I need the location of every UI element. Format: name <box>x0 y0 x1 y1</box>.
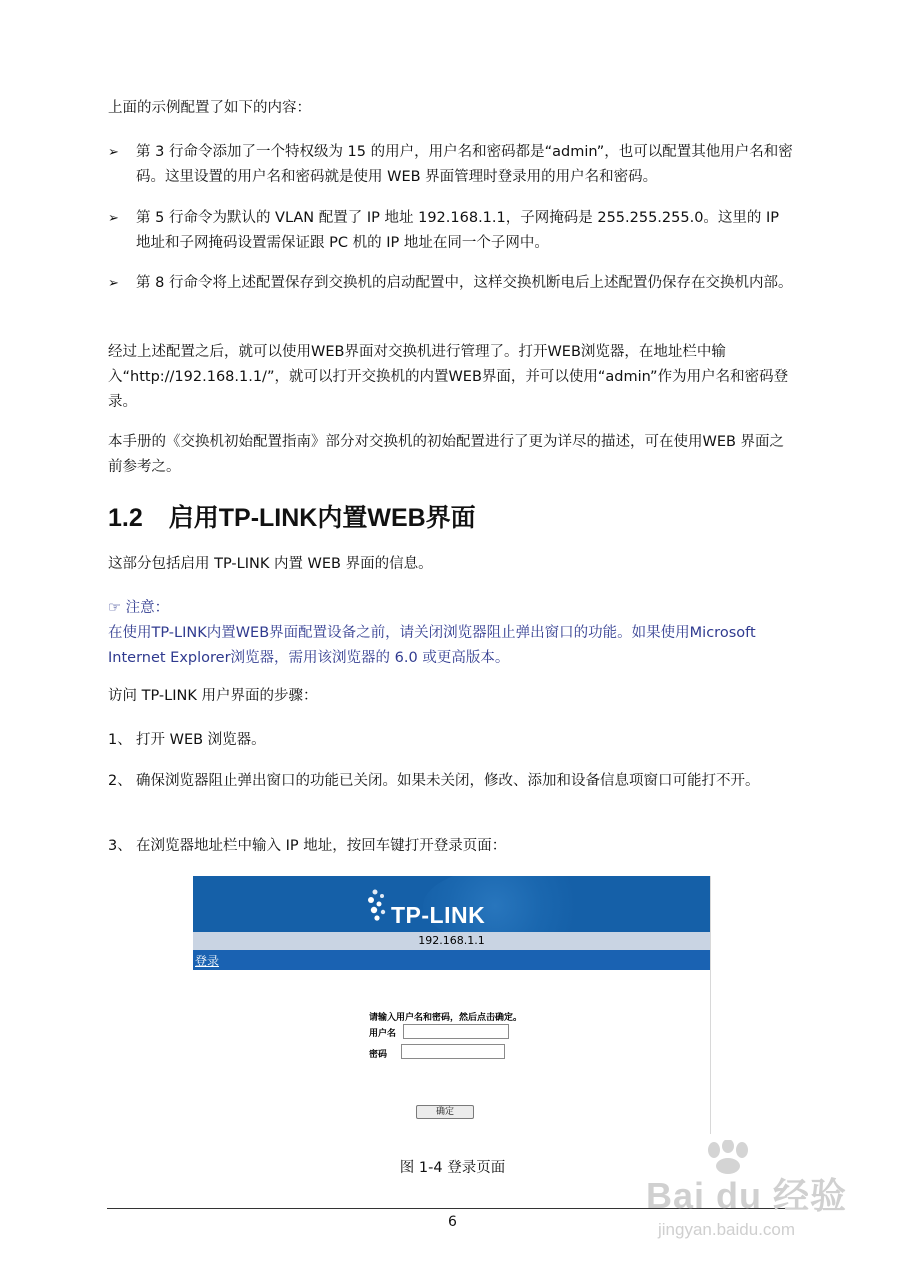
config-paragraph: 经过上述配置之后，就可以使用WEB界面对交换机进行管理了。打开WEB浏览器，在地址栏中输入“http://192.168.1.1/”，就可以打开交换机的内置WEB界面，并可以使用“admin”作为用户名和密码登录。 <box>108 344 789 410</box>
baidu-watermark <box>640 1140 870 1260</box>
ip-address-strip: 192.168.1.1 <box>193 932 710 950</box>
bullet-item <box>108 271 798 296</box>
step-text: 在浏览器地址栏中输入 IP 地址，按回车键打开登录页面： <box>136 838 507 854</box>
step-item <box>108 769 798 794</box>
step-text: 打开 WEB 浏览器。 <box>136 732 266 748</box>
username-input[interactable] <box>403 1024 509 1039</box>
bullet-item <box>108 140 798 190</box>
intro-text: 上面的示例配置了如下的内容： <box>108 100 311 116</box>
section-number: 1.2 <box>108 504 143 532</box>
step-item <box>108 728 798 753</box>
password-input[interactable] <box>401 1044 505 1059</box>
tplink-dots-icon <box>365 886 391 926</box>
step-text: 确保浏览器阻止弹出窗口的功能已关闭。如果未关闭，修改、添加和设备信息项窗口可能打不开。 <box>136 773 760 789</box>
step-number: 3、 <box>108 838 132 854</box>
watermark-url: jingyan.baidu.com <box>658 1220 796 1239</box>
section-intro: 这部分包括启用 TP-LINK 内置 WEB 界面的信息。 <box>108 556 433 572</box>
login-prompt: 请输入用户名和密码，然后点击确定。 <box>369 1013 523 1023</box>
note-body: 在使用TP-LINK内置WEB界面配置设备之前，请关闭浏览器阻止弹出窗口的功能。如果使用Microsoft Internet Explorer浏览器，需用该浏览器的 6.0 或更高版本。 <box>108 625 756 666</box>
bullet-arrow-icon: ➢ <box>108 276 119 291</box>
bullet-arrow-icon: ➢ <box>108 211 119 226</box>
step-number: 1、 <box>108 732 132 748</box>
username-label: 用户名 <box>369 1029 397 1039</box>
tplink-logo: TP-LINK <box>391 902 486 928</box>
section-title: 启用TP-LINK内置WEB界面 <box>168 504 476 532</box>
ok-button[interactable]: 确定 <box>416 1105 474 1119</box>
login-page-figure <box>193 876 711 1134</box>
tplink-banner <box>193 876 710 932</box>
figure-caption: 图 1-4 登录页面 <box>399 1160 506 1176</box>
steps-intro: 访问 TP-LINK 用户界面的步骤： <box>108 688 318 704</box>
manual-reference-paragraph: 本手册的《交换机初始配置指南》部分对交换机的初始配置进行了更为详尽的描述，可在使用WEB 界面之前参考之。 <box>108 434 785 475</box>
watermark-text: Bai du 经验 <box>646 1175 848 1216</box>
bullet-item <box>108 206 798 256</box>
page-number: 6 <box>448 1214 457 1230</box>
login-title-link[interactable]: 登录 <box>195 954 220 968</box>
bullet-text: 第 3 行命令添加了一个特权级为 15 的用户，用户名和密码都是“admin”，也可以配置其他用户名和密码。这里设置的用户名和密码就是使用 WEB 界面管理时登录用的用户名和密码。 <box>136 144 793 185</box>
bullet-arrow-icon: ➢ <box>108 145 119 160</box>
step-number: 2、 <box>108 773 132 789</box>
bullet-text: 第 5 行命令为默认的 VLAN 配置了 IP 地址 192.168.1.1，子网掩码是 255.255.255.0。这里的 IP 地址和子网掩码设置需保证跟 PC 机的 IP 地址在同一个子网中。 <box>136 210 780 251</box>
note-title: ☞ 注意： <box>108 600 170 616</box>
bullet-text: 第 8 行命令将上述配置保存到交换机的启动配置中，这样交换机断电后上述配置仍保存在交换机内部。 <box>136 275 793 291</box>
login-title-bar <box>193 950 710 970</box>
password-label: 密码 <box>369 1050 388 1060</box>
step-item <box>108 834 798 859</box>
section-heading <box>108 498 476 534</box>
